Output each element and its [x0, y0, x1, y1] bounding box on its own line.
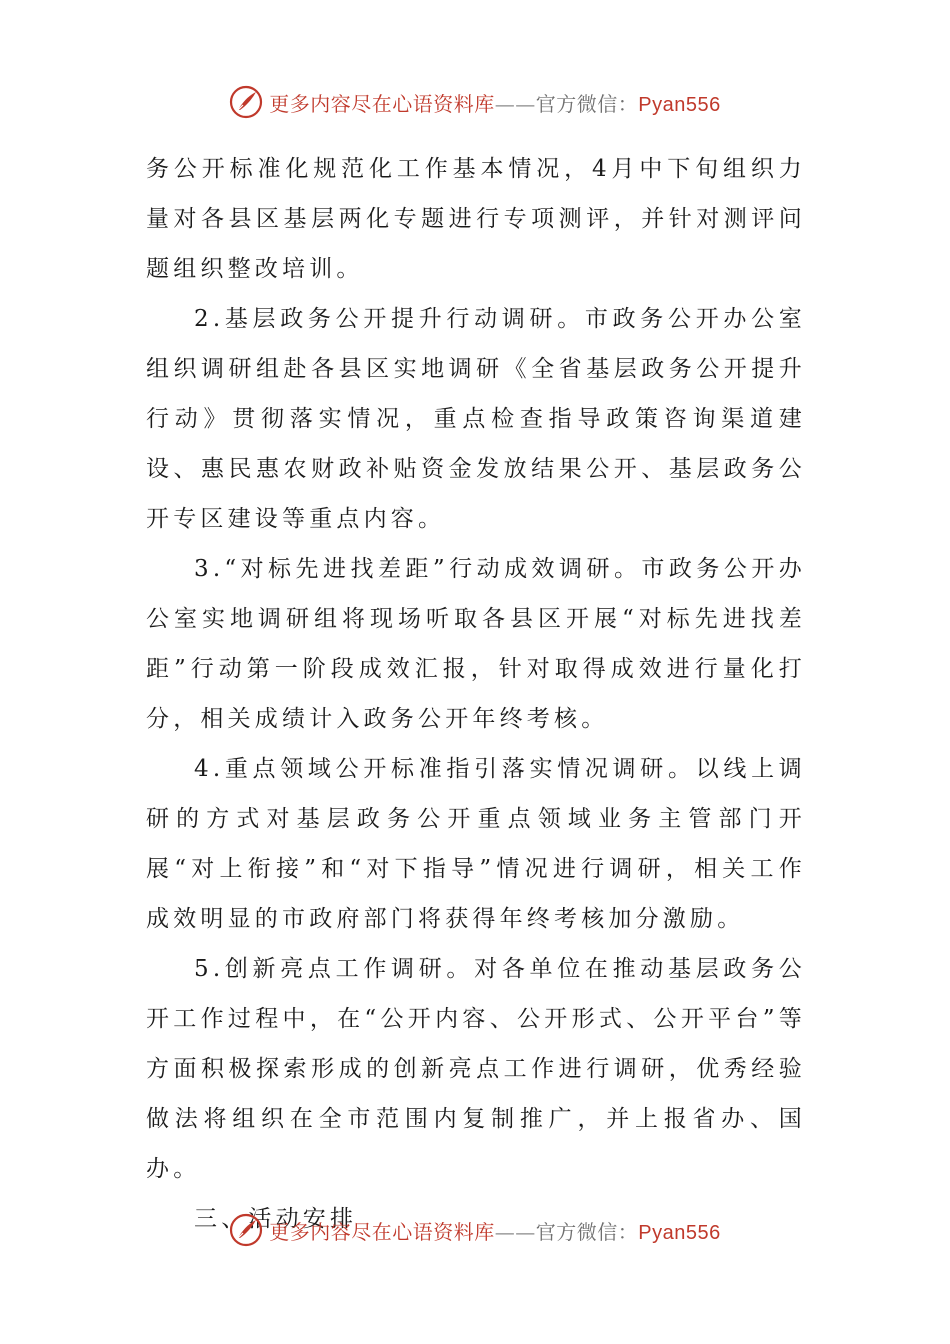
banner-contact-label: 官方微信：: [535, 1219, 639, 1244]
banner-brand: 更多内容尽在心语资料库: [269, 1219, 495, 1244]
banner-separator: ——: [494, 91, 536, 116]
paragraph-item-2: 2.基层政务公开提升行动调研。市政务公开办公室组织调研组赴各县区实地调研《全省基层政务公开提升行动》贯彻落实情况，重点检查指导政策咨询渠道建设、惠民惠农财政补贴资金发放结果公开、基层政务公开专区建设等重点内容。: [146, 306, 806, 532]
paragraph-item-5: 5.创新亮点工作调研。对各单位在推动基层政务公开工作过程中，在“公开内容、公开形式、公开平台”等方面积极探索形成的创新亮点工作进行调研，优秀经验做法将组织在全市范围内复制推广，并上报省办、国办。: [146, 956, 806, 1182]
header-watermark-banner: [0, 82, 950, 122]
footer-watermark-banner: [0, 1210, 950, 1250]
banner-wechat-id: Pyan556: [638, 1221, 721, 1244]
quill-pen-logo-icon: [229, 1213, 263, 1247]
banner-separator: ——: [494, 1219, 536, 1244]
section-heading: 三、活动安排: [194, 1206, 358, 1232]
paragraph-continued: 务公开标准化规范化工作基本情况，4月中下旬组织力量对各县区基层两化专题进行专项测评，并针对测评问题组织整改培训。: [146, 156, 806, 282]
banner-text: [269, 88, 720, 117]
paragraph-item-3: 3.“对标先进找差距”行动成效调研。市政务公开办公室实地调研组将现场听取各县区开展“对标先进找差距”行动第一阶段成效汇报，针对取得成效进行量化打分，相关成绩计入政务公开年终考核。: [146, 556, 806, 732]
banner-contact-label: 官方微信：: [535, 91, 639, 116]
document-body: [146, 144, 806, 1244]
banner-wechat-id: Pyan556: [638, 93, 721, 116]
banner-text: [269, 1216, 720, 1245]
banner-brand: 更多内容尽在心语资料库: [269, 91, 495, 116]
paragraph-item-4: 4.重点领域公开标准指引落实情况调研。以线上调研的方式对基层政务公开重点领域业务主管部门开展“对上衔接”和“对下指导”情况进行调研，相关工作成效明显的市政府部门将获得年终考核加分激励。: [146, 756, 806, 932]
quill-pen-logo-icon: [229, 85, 263, 119]
